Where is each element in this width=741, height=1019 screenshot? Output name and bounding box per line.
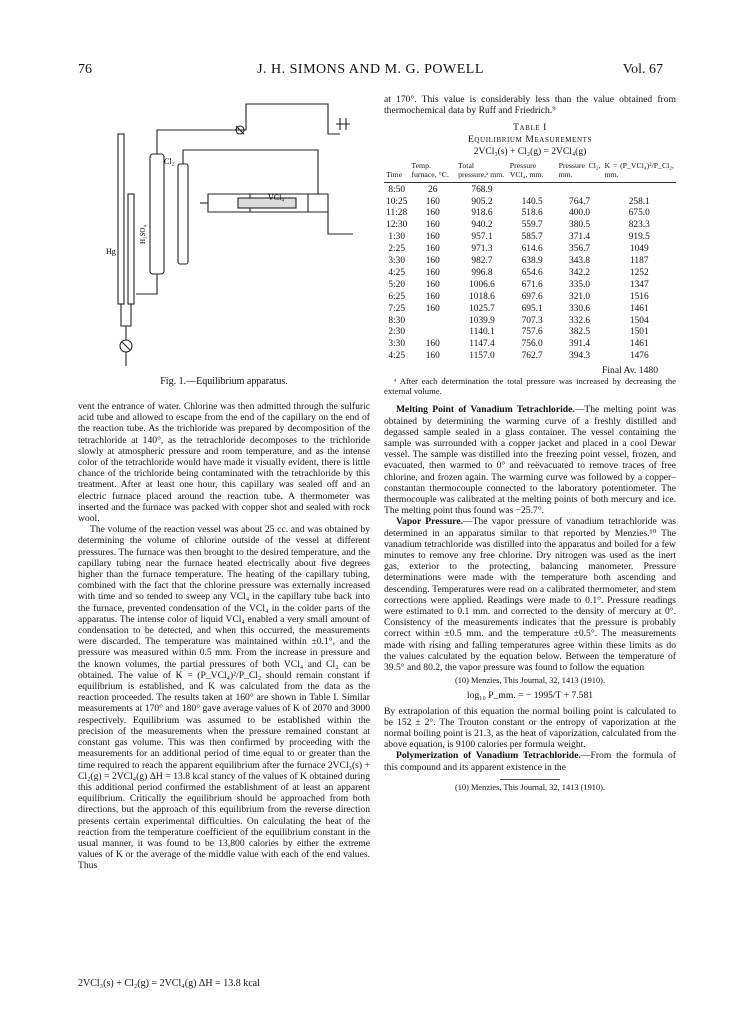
poly-heading: Polymerization of Vanadium Tetrachloride. xyxy=(396,750,581,762)
table-cell: 343.8 xyxy=(569,256,591,267)
col-header: Temp. furnace, °C. xyxy=(411,161,449,179)
table-cell: 982.7 xyxy=(471,256,493,267)
table-cell: 1252 xyxy=(629,267,649,278)
vcl4-label: VCl₄ xyxy=(268,193,285,202)
table-cell: 391.4 xyxy=(569,339,591,350)
table-cell: 160 xyxy=(425,267,440,278)
table-cell: 26 xyxy=(428,184,438,195)
table-cell: 1187 xyxy=(630,256,649,267)
vapor-text: —The vapor pressure of vanadium tetrachloride was determined in an apparatus similar to that reported by Menzies.¹⁰ The vanadium tetrachloride was distilled into the apparatus and boiled for a few minutes to remove any free chlorine. Dry nitrogen was used as the inert gas, exterior to the protecting, balancing manometer. Pressure determinations were made with the temperature both ascending and descending. Temperatures were read on a calibrated thermometer, and stem corrections were applied. Readings were made to 0.1°. Pressure readings were estimated to 0.1 mm. and corrected to the density of mercury at 0°. Consistency of the measurements indicates that the pressure is probably correct within ±0.5 mm. and the temperature ±0.5°. The measurements made with rising and falling temperatures agree within these limits as do the values calculated by the equation below. Between the temperature of 39.5° and 80.2, the vapor pressure was found to follow the equation xyxy=(384,516,676,674)
table-row xyxy=(384,244,676,256)
table-cell: 160 xyxy=(425,220,440,231)
running-header xyxy=(78,62,663,82)
left-column xyxy=(78,401,370,872)
apparatus-figure xyxy=(78,94,370,372)
table-row xyxy=(384,268,676,280)
table-cell: 518.6 xyxy=(521,208,543,219)
table-cell: 160 xyxy=(425,303,440,314)
table-row xyxy=(384,208,676,220)
equilibrium-table xyxy=(384,162,676,363)
col-header: K = (P_VCl₄)²/P_Cl₂, mm. xyxy=(604,161,674,179)
table-cell xyxy=(409,327,456,339)
table-cell: 356.7 xyxy=(569,244,591,255)
table-body xyxy=(384,182,676,363)
table-cell: 1461 xyxy=(629,339,649,350)
table-cell: 654.6 xyxy=(521,267,543,278)
table-cell: 823.3 xyxy=(628,220,650,231)
vapor-paragraph xyxy=(384,516,676,673)
table-row xyxy=(384,232,676,244)
table-cell: 768.9 xyxy=(471,184,493,195)
melting-paragraph xyxy=(384,404,676,516)
table-row xyxy=(384,339,676,351)
table-row xyxy=(384,256,676,268)
table-cell: 762.7 xyxy=(521,351,543,362)
table-cell: 4:25 xyxy=(388,351,406,362)
table-cell: 940.2 xyxy=(471,220,493,231)
table-cell: 3:30 xyxy=(388,339,406,350)
right-intro: at 170°. This value is considerably less than the value obtained from thermochemical data by Ruff and Friedrich.⁹ xyxy=(384,94,676,117)
table-cell: 4:25 xyxy=(388,267,406,278)
table-cell: 8:30 xyxy=(388,315,406,326)
cl2-label: Cl₂ xyxy=(164,157,175,166)
table-row xyxy=(384,220,676,232)
table-cell: 258.1 xyxy=(628,196,650,207)
table-cell: 695.1 xyxy=(521,303,543,314)
table-cell: 1006.6 xyxy=(469,279,495,290)
table-cell: 1147.4 xyxy=(469,339,495,350)
table-cell: 559.7 xyxy=(521,220,543,231)
table-cell: 2:30 xyxy=(388,327,406,338)
table-cell: 321.0 xyxy=(569,291,591,302)
table-cell: 160 xyxy=(425,208,440,219)
table-cell: 919.5 xyxy=(628,232,650,243)
table-cell: 675.0 xyxy=(628,208,650,219)
bottom-equation: 2VCl₃(s) + Cl₂(g) = 2VCl₄(g) ΔH = 13.8 kcal xyxy=(78,978,260,989)
col-header: Total pressure,ᵃ mm. xyxy=(458,161,505,179)
after-equation: By extrapolation of this equation the normal boiling point is calculated to be 152 ± 2°. The Trouton constant or the entropy of vaporization at the normal boiling point is 21.3, as the heat of vaporization, calculated from the above equation, is 9100 calories per formula weight. xyxy=(384,705,676,751)
table-cell xyxy=(508,182,557,196)
table-cell: 1347 xyxy=(629,279,649,290)
table-cell: 1461 xyxy=(629,303,649,314)
table-row xyxy=(384,351,676,363)
vapor-heading: Vapor Pressure. xyxy=(396,516,464,528)
table-cell: 330.6 xyxy=(569,303,591,314)
table-cell: 5:20 xyxy=(388,279,406,290)
inline-reference: (10) Menzies, This Journal, 32, 1413 (1910). xyxy=(454,676,606,686)
table-cell: 585.7 xyxy=(521,232,543,243)
melting-heading: Melting Point of Vanadium Tetrachloride. xyxy=(396,404,575,416)
table-row xyxy=(384,316,676,328)
paragraph-volume: The volume of the reaction vessel was about 25 cc. and was obtained by determining the volume of chlorine outside of the vessel at different pressures. The furnace was then brought to the desired temperature, and the capillary tubing near the furnace heated electrically about five degrees higher than the furnace temperature. The heating of the capillary tubing, combined with the fact that the chlorine pressure was externally increased with time and so tended to sweep any VCl₄ in the capillary tube back into the furnace, prevented condensation of the VCl₄ in the colder parts of the apparatus. The intense color of liquid VCl₄ enabled a very small amount of condensation to be detected, and when this occurred, the measurements were discarded. The temperature was maintained within ±0.1°, and the pressure was measured within 0.5 mm. From the increase in pressure and the known volumes, the partial pressures of both VCl₄ and Cl₂ can be obtained. The value of K = (P_VCl₄)²/P_Cl₂ should remain constant if equilibrium is established, and K was calculated from the data as the reaction proceeded. The results taken at 160° are shown in Table I. Similar measurements at 170° and 180° gave average values of K of 2070 and 3000 respectively. Equilibrium was assumed to be established within the precision of the measurements when the pressure remained constant at constant gas volume. This was then confirmed by proceeding with the measurements for an additional period of time equal to or greater than the time required to reach the apparent equilibrium after the furnace 2VCl₃(s) + Cl₂(g) = 2VCl₄(g) ΔH = 13.8 kcal stancy of the values of K obtained during this additional period confirmed the establishment of at least an apparent equilibrium. Critically the equilibrium should be approached from both directions, but the approach of this equilibrium from the reverse direction presents certain experimental difficulties. On calculating the heat of the reaction from the temperature coefficient of the equilibrium constant in the usual manner, it was found to be 13,800 calories by either the extreme values of K or the average of the middle value with each of the end values. Thus xyxy=(78,524,370,872)
apparatus-diagram xyxy=(78,94,370,372)
hg-label: Hg xyxy=(106,247,116,256)
right-column xyxy=(384,94,676,793)
table-cell: 160 xyxy=(425,256,440,267)
table-cell: 1504 xyxy=(629,315,649,326)
table-reaction: 2VCl₃(s) + Cl₂(g) = 2VCl₄(g) xyxy=(473,147,587,158)
table-cell: 160 xyxy=(425,244,440,255)
table-cell: 7:25 xyxy=(388,303,406,314)
running-title: J. H. SIMONS AND M. G. POWELL xyxy=(257,62,484,77)
table-label: Table I xyxy=(513,123,547,134)
table-cell: 957.1 xyxy=(471,232,493,243)
table-cell: 757.6 xyxy=(521,327,543,338)
table-cell: 996.8 xyxy=(471,267,493,278)
table-cell: 11:28 xyxy=(386,208,408,219)
h2so4-label: H₂SO₄ xyxy=(139,225,147,244)
table-heading xyxy=(384,122,676,158)
table-cell: 332.6 xyxy=(569,315,591,326)
table-cell: 1516 xyxy=(629,291,649,302)
poly-text: —From the formula of this compound and its apparent existence in the xyxy=(384,750,676,773)
table-cell: 614.6 xyxy=(521,244,543,255)
melting-text: —The melting point was obtained by determining the warming curve of a freshly distilled and degassed sample sealed in a glass container. The vessel containing the sample was surrounded with a copper jacket and placed in a cool Dewar vessel. The sample was distilled into the freezing point vessel, frozen, and evacuated, then warmed to 0° and reëvacuated to remove traces of free chlorine, and frozen again. The warming curve was followed by a copper–constantan thermocouple connected to the laboratory potentiometer. The thermocouple was calibrated at the melting points of both mercury and ice. The melting point thus found was −25.7°. xyxy=(384,404,676,517)
table-cell xyxy=(557,182,603,196)
table-cell: 160 xyxy=(425,279,440,290)
table-title: Equilibrium Measurements xyxy=(468,135,592,146)
table-cell: 6:25 xyxy=(388,291,406,302)
table-cell: 1157.0 xyxy=(469,351,495,362)
table-cell: 1039.9 xyxy=(469,315,495,326)
table-cell: 1:30 xyxy=(388,232,406,243)
table-row xyxy=(384,292,676,304)
table-footnote: ᵃ After each determination the total pressure was increased by decreasing the external volume. xyxy=(384,376,676,397)
col-header: Time xyxy=(386,170,403,179)
table-cell: 1049 xyxy=(629,244,649,255)
table-cell: 382.5 xyxy=(569,327,591,338)
table-cell: 1501 xyxy=(629,327,649,338)
table-cell: 160 xyxy=(425,291,440,302)
table-header-row xyxy=(384,162,676,182)
footnote-reference: (10) Menzies, This Journal, 32, 1413 (1910). xyxy=(454,782,606,792)
table-row xyxy=(384,327,676,339)
page-number: 76 xyxy=(78,62,92,77)
table-cell: 697.6 xyxy=(521,291,543,302)
col-header: Pressure Cl₂, mm. xyxy=(558,161,601,179)
table-cell: 1025.7 xyxy=(469,303,495,314)
table-cell: 764.7 xyxy=(569,196,591,207)
table-cell: 756.0 xyxy=(521,339,543,350)
table-cell: 707.3 xyxy=(521,315,543,326)
table-cell: 1140.1 xyxy=(469,327,495,338)
table-cell: 3:30 xyxy=(388,256,406,267)
table-row xyxy=(384,197,676,209)
table-cell: 140.5 xyxy=(521,196,543,207)
paragraph-continuation: vent the entrance of water. Chlorine was then admitted through the sulfuric acid tube and allowed to escape from the end of the capillary on the end of the reaction tube. As the trichloride was prepared by decomposition of the tetrachloride at 140°, as the tetrachloride decomposes to the trichloride slowly at atmospheric pressure and room temperature, and as the intense color of the tetrachloride would have made it visually evident, there is little chance of the trichloride being contaminated with the tetrachloride by this treatment. After at least one hour, this capillary was sealed off and an electric furnace placed around the reaction tube. A thermometer was inserted and the furnace was packed with copper shot and sealed with rock wool. xyxy=(78,401,370,525)
table-cell: 971.3 xyxy=(471,244,493,255)
footnote-rule xyxy=(500,779,560,780)
table-cell xyxy=(409,316,456,328)
table-cell: 1476 xyxy=(629,351,649,362)
final-average: Final Av. 1480 xyxy=(602,365,658,377)
table-row xyxy=(384,304,676,316)
figure-caption: Fig. 1.—Equilibrium apparatus. xyxy=(160,376,288,387)
table-cell: 8:50 xyxy=(388,184,406,195)
table-cell: 160 xyxy=(425,339,440,350)
table-cell: 160 xyxy=(425,232,440,243)
table-cell: 918.6 xyxy=(471,208,493,219)
table-cell: 394.3 xyxy=(569,351,591,362)
table-cell: 160 xyxy=(425,196,440,207)
vapor-equation: log₁₀ P_mm. = − 1995/T + 7.581 xyxy=(466,690,594,702)
volume-label: Vol. 67 xyxy=(622,62,663,77)
table-cell: 638.9 xyxy=(521,256,543,267)
table-cell: 371.4 xyxy=(569,232,591,243)
table-cell: 342.2 xyxy=(569,267,591,278)
table-cell xyxy=(603,182,676,196)
table-cell: 1018.6 xyxy=(469,291,495,302)
table-cell: 400.0 xyxy=(569,208,591,219)
table-cell: 2:25 xyxy=(388,244,406,255)
table-cell: 335.0 xyxy=(569,279,591,290)
table-cell: 10:25 xyxy=(386,196,408,207)
col-header: Pressure VCl₄, mm. xyxy=(509,161,544,179)
table-cell: 905.2 xyxy=(471,196,493,207)
table-cell: 380.5 xyxy=(569,220,591,231)
table-row xyxy=(384,280,676,292)
poly-paragraph xyxy=(384,750,676,772)
table-cell: 160 xyxy=(425,351,440,362)
table-cell: 671.6 xyxy=(521,279,543,290)
table-row xyxy=(384,182,676,196)
table-cell: 12:30 xyxy=(386,220,408,231)
